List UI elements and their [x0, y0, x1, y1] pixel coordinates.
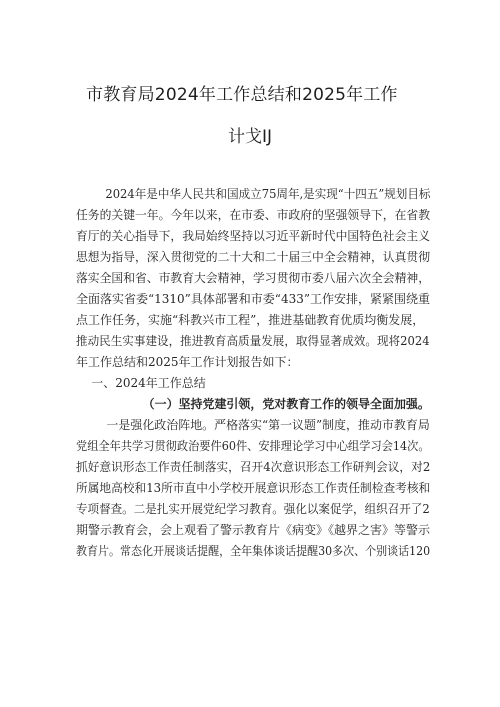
body-line-3: 育厅的关心指导下，我局始终坚持以习近平新时代中国特色社会主义: [76, 229, 431, 243]
body-line-4: 思想为指导，深入贯彻党的二十大和二十届三中全会精神，认真贯彻: [76, 250, 431, 264]
body-line-2: 任务的关键一年。今年以来，在市委、市政府的坚强领导下，在省教: [76, 208, 431, 222]
body-line-7: 点工作任务，实施“科教兴市工程”，推进基础教育优质均衡发展，: [76, 313, 425, 327]
body-line-15: 期警示教育会，会上观看了警示教育片《病变》《越界之害》等警示: [76, 523, 431, 537]
body-line-6: 全面落实省委“1310”具体部署和市委“433”工作安排，紧紧围绕重: [76, 292, 430, 306]
body-line-1: 2024年是中华人民共和国成立75周年,是实现“十四五”规划目标: [76, 187, 431, 201]
body-line-5: 落实全国和省、市教育大会精神，学习贯彻市委八届六次全会精神，: [76, 271, 431, 285]
body-line-9: 年工作总结和2025年工作计划报告如下：: [76, 355, 299, 369]
section-heading-1: 一、2024年工作总结: [76, 376, 206, 390]
body-line-8: 推动民生实事建设，推进教育高质量发展，取得显著成效。现将2024: [76, 334, 430, 348]
body-line-13: 所属地高校和13所市直中小学校开展意识形态工作责任制检查考核和: [76, 481, 431, 495]
subsection-heading-1: （一）坚持党建引领，党对教育工作的领导全面加强。: [76, 397, 430, 411]
body-line-11: 党组全年共学习贯彻政治要件60件、安排理论学习中心组学习会14次。: [76, 439, 430, 453]
body-line-14: 专项督查。二是扎实开展党纪学习教育。强化以案促学，组织召开了2: [76, 502, 430, 516]
document-title-line-2: 计戈IJ: [228, 127, 273, 147]
body-line-16: 教育片。常态化开展谈话提醒，全年集体谈话提醒30多次、个别谈话120: [76, 544, 431, 558]
document-title-line-1: 市教育局2024年工作总结和2025年工作: [86, 85, 398, 105]
body-line-12: 抓好意识形态工作责任制落实，召开4次意识形态工作研判会议，对2: [76, 460, 431, 474]
body-line-10: 一是强化政治阵地。严格落实“第一议题”制度，推动市教育局: [76, 418, 430, 432]
